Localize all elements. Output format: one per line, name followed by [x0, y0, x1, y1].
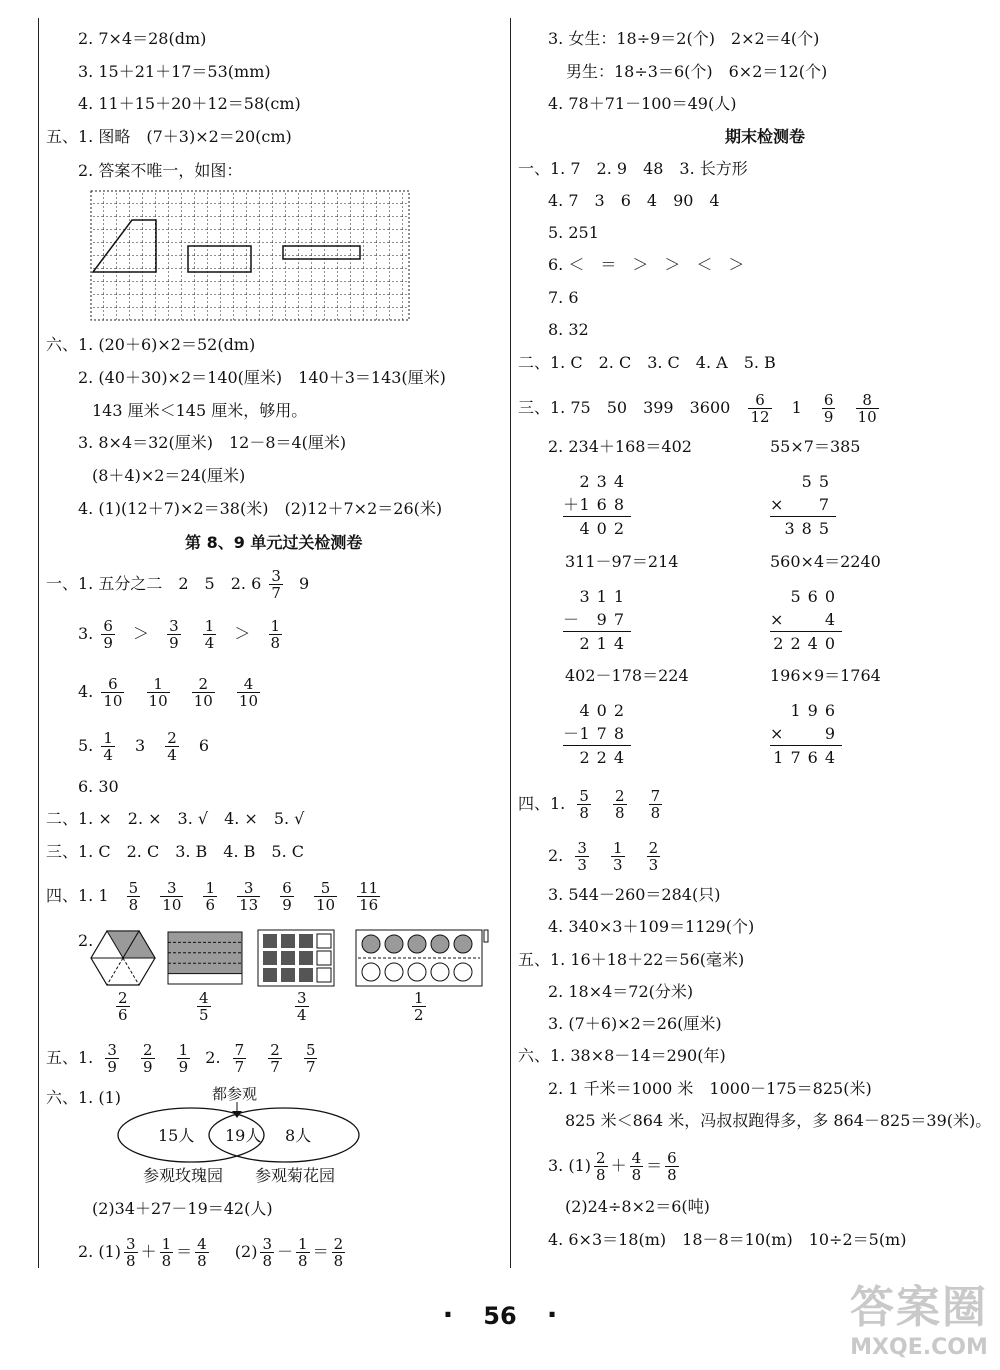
denominator: 8 [650, 804, 661, 822]
grid-figure [90, 190, 412, 322]
fraction [160, 1236, 174, 1269]
fraction [594, 1150, 608, 1183]
denominator: 10 [238, 692, 259, 710]
answer-line: 一、1. 7 2. 9 48 3. 长方形 [518, 159, 748, 178]
numerator: 6 [823, 391, 834, 409]
calc-operator: × [770, 610, 784, 629]
denominator: 9 [823, 408, 834, 426]
venn-left-value: 15人 [158, 1126, 195, 1145]
numerator: 3 [237, 880, 260, 897]
calc-operand: 7 [818, 495, 836, 514]
answer-text: 1 [791, 398, 802, 417]
fraction [748, 392, 771, 425]
denominator: 9 [103, 634, 113, 652]
numerator: 4 [237, 676, 260, 693]
numerator: 3 [271, 567, 281, 585]
fraction [296, 1236, 310, 1269]
denominator: 7 [305, 1058, 316, 1076]
denominator: 2 [414, 1006, 424, 1024]
answer-line [46, 1042, 320, 1075]
numerator: 1 [270, 617, 281, 635]
numerator: 5 [579, 787, 589, 805]
numerator: 7 [234, 1041, 245, 1059]
fraction [856, 392, 879, 425]
page-number-value: 56 [483, 1302, 517, 1330]
calc-operator: ＋ [563, 495, 580, 514]
fraction [101, 676, 124, 709]
answer-text: 3 [135, 736, 146, 755]
vertical-calc [770, 470, 836, 540]
answer-line [78, 618, 285, 651]
calc-operator: × [770, 724, 784, 743]
fraction [147, 676, 170, 709]
denominator: 4 [204, 634, 215, 652]
numerator: 5 [305, 1041, 316, 1059]
fraction [613, 788, 627, 821]
fraction [237, 880, 260, 913]
answer-line: 825 米＜864 米，冯叔叔跑得多，多 864－825＝39(米)。 [565, 1111, 992, 1130]
answer-line: 2. 1 千米＝1000 米 1000－175＝825(米) [548, 1079, 872, 1098]
answer-line [518, 392, 882, 425]
numerator: 2 [118, 989, 128, 1007]
fraction [280, 880, 294, 913]
numerator: 1 [178, 1041, 189, 1059]
fraction [665, 1150, 679, 1183]
column-divider [510, 18, 511, 1268]
numerator: 1 [414, 989, 424, 1007]
denominator: 4 [297, 1006, 307, 1024]
fraction [269, 618, 283, 651]
denominator: 3 [577, 856, 587, 874]
venn-top-label: 都参观 [212, 1085, 258, 1103]
answer-line: 143 厘米＜145 厘米，够用。 [92, 401, 308, 420]
numerator: 6 [103, 617, 113, 635]
answer-line: 3. 女生：18÷9＝2(个) 2×2＝4(个) [548, 29, 820, 48]
answer-line: 6. ＜ ＝ ＞ ＞ ＜ ＞ [548, 255, 745, 274]
numerator: 2 [596, 1149, 606, 1167]
denominator: 7 [234, 1058, 245, 1076]
question-number: 2. [548, 846, 564, 865]
operator: ＝ [646, 1156, 663, 1175]
shape-label [113, 990, 133, 1023]
answer-line [78, 676, 263, 709]
answer-line: 男生：18÷3＝6(个) 6×2＝12(个) [566, 62, 828, 81]
question-number: 3. [78, 624, 94, 643]
numerator: 3 [160, 880, 183, 897]
numerator: 2 [167, 729, 177, 747]
numerator: 2 [648, 839, 659, 857]
denominator: 8 [161, 1252, 172, 1270]
fraction [647, 840, 661, 873]
calc-result: 224 [563, 745, 631, 769]
numerator: 5 [314, 880, 337, 897]
answer-text: 9 [298, 574, 310, 593]
numerator: 6 [748, 392, 771, 409]
calc-operator: × [770, 495, 784, 514]
fraction [101, 618, 115, 651]
denominator: 7 [270, 1058, 280, 1076]
fraction [822, 392, 836, 425]
fraction [237, 676, 260, 709]
denominator: 3 [613, 856, 623, 874]
fraction [197, 990, 211, 1023]
comparison-sign: ＞ [234, 624, 251, 643]
denominator: 9 [178, 1058, 189, 1076]
answer-line: 7. 6 [548, 288, 579, 307]
answer-line [548, 1150, 682, 1183]
denominator: 8 [298, 1252, 308, 1270]
fraction [260, 1236, 274, 1269]
answer-line: 五、1. 16＋18＋22＝56(毫米) [518, 950, 745, 969]
venn-right-label: 参观菊花园 [255, 1166, 336, 1185]
venn-right-value: 8人 [285, 1126, 312, 1145]
vertical-calc [770, 585, 842, 655]
calc-result: 385 [770, 516, 836, 540]
left-margin-rule [38, 18, 39, 1268]
denominator: 8 [596, 1166, 606, 1184]
denominator: 5 [199, 1006, 209, 1024]
numerator: 3 [169, 617, 179, 635]
fraction [357, 880, 380, 913]
shape-label [194, 990, 214, 1023]
answer-text: 三、1. 75 50 399 3600 [518, 398, 731, 417]
calc-operand: 55 [801, 472, 836, 491]
fraction-shapes [88, 926, 492, 988]
apples-figure [356, 930, 488, 986]
numerator: 3 [107, 1041, 117, 1059]
denominator: 8 [579, 804, 589, 822]
numerator: 4 [197, 1235, 207, 1253]
denominator: 7 [271, 584, 281, 602]
fraction [332, 1236, 346, 1269]
fraction [577, 788, 591, 821]
fraction [304, 1042, 318, 1075]
denominator: 8 [333, 1252, 344, 1270]
fraction [233, 1042, 247, 1075]
denominator: 8 [128, 896, 139, 914]
answer-line: 五、1. 图略 (7＋3)×2＝20(cm) [46, 127, 292, 146]
calc-operand: 560 [790, 587, 842, 606]
calc-operand: 168 [579, 495, 631, 514]
answer-line: 4. 340×3＋109＝1129(个) [548, 917, 755, 936]
calc-operand: 234 [579, 472, 631, 491]
answer-text: (2) [234, 1242, 258, 1261]
bullet-icon: · [546, 1298, 558, 1331]
square-grid-figure [258, 930, 334, 986]
fraction [105, 1042, 119, 1075]
numerator: 1 [613, 839, 623, 857]
denominator: 9 [107, 1058, 117, 1076]
numerator: 2 [143, 1041, 153, 1059]
calc-result: 402 [563, 516, 631, 540]
denominator: 16 [359, 896, 379, 914]
fraction [611, 840, 625, 873]
fraction [127, 880, 141, 913]
fraction [101, 730, 115, 763]
numerator: 2 [615, 787, 625, 805]
answer-line: 4. 78＋71－100＝49(人) [548, 94, 737, 113]
denominator: 6 [118, 1006, 128, 1024]
venn-left-label: 参观玫瑰园 [143, 1166, 224, 1185]
section-title: 期末检测卷 [725, 127, 806, 146]
numerator: 1 [103, 729, 113, 747]
numerator: 1 [298, 1235, 308, 1253]
answer-line: 2. 234＋168＝402 [548, 437, 692, 456]
answer-line [46, 568, 309, 601]
numerator: 5 [128, 879, 139, 897]
denominator: 4 [167, 746, 177, 764]
denominator: 10 [103, 692, 123, 710]
denominator: 4 [103, 746, 113, 764]
numerator: 11 [359, 879, 379, 897]
calc-operand: 311 [579, 587, 631, 606]
numerator: 3 [297, 989, 307, 1007]
numerator: 3 [577, 839, 587, 857]
denominator: 12 [750, 408, 770, 426]
answer-line: 六、1. (1) [46, 1088, 122, 1107]
denominator: 13 [239, 896, 259, 914]
denominator: 8 [615, 804, 625, 822]
bullet-icon: · [442, 1298, 454, 1331]
answer-text: 6 [198, 736, 210, 755]
answer-line [78, 730, 209, 763]
vertical-calc [563, 585, 631, 655]
vertical-calc [770, 699, 842, 769]
answer-line: 196×9＝1764 [770, 666, 881, 685]
answer-text: 3. (1) [548, 1156, 592, 1175]
answer-line: 402－178＝224 [565, 666, 689, 685]
calc-operand: 9 [824, 724, 842, 743]
answer-line: 55×7＝385 [770, 437, 861, 456]
vertical-calc [563, 699, 631, 769]
fraction [269, 568, 283, 601]
answer-text: 五、1. [46, 1048, 94, 1067]
answer-text: 四、1. 1 [46, 886, 109, 905]
numerator: 4 [199, 989, 209, 1007]
answer-line: 六、1. 38×8－14＝290(年) [518, 1046, 726, 1065]
denominator: 8 [197, 1252, 207, 1270]
hexagon-figure [91, 931, 155, 985]
denominator: 9 [282, 896, 292, 914]
numerator: 1 [205, 879, 216, 897]
operator: － [277, 1242, 294, 1261]
answer-line: 2. 7×4＝28(dm) [78, 29, 207, 48]
numerator: 7 [650, 787, 661, 805]
numerator: 6 [282, 879, 292, 897]
numerator: 4 [631, 1149, 642, 1167]
denominator: 8 [126, 1252, 136, 1270]
watermark-logo [850, 1271, 988, 1360]
answer-text: 2. (1) [78, 1242, 122, 1261]
answer-line [78, 1236, 348, 1269]
answer-line [548, 840, 663, 873]
denominator: 10 [148, 692, 168, 710]
comparison-sign: ＞ [133, 624, 150, 643]
calc-operand: 178 [579, 724, 631, 743]
answer-line: 2. 答案不唯一，如图： [78, 161, 243, 180]
fraction [412, 990, 426, 1023]
answer-line: (2)34＋27－19＝42(人) [92, 1199, 273, 1218]
answer-text: 一、1. 五分之二 2 5 2. 6 [46, 574, 262, 593]
calc-result: 214 [563, 631, 631, 655]
numerator: 1 [147, 676, 170, 693]
shape-label [409, 990, 429, 1023]
numerator: 2 [333, 1235, 344, 1253]
numerator: 3 [126, 1235, 136, 1253]
answer-line: 4. (1)(12＋7)×2＝38(米) (2)12＋7×2＝26(米) [78, 499, 443, 518]
operator: ＝ [176, 1242, 193, 1261]
question-number: 4. [78, 682, 94, 701]
calc-result: 1764 [770, 745, 842, 769]
answer-line: 4. 7 3 6 4 90 4 [548, 191, 720, 210]
denominator: 8 [667, 1166, 677, 1184]
fraction [268, 1042, 282, 1075]
answer-line: 2. 18×4＝72(分米) [548, 982, 694, 1001]
striped-rectangle-figure [168, 932, 242, 984]
denominator: 10 [857, 408, 877, 426]
fraction [124, 1236, 138, 1269]
denominator: 6 [205, 896, 216, 914]
numerator: 1 [161, 1235, 172, 1253]
answer-line: 4. 11＋15＋20＋12＝58(cm) [78, 94, 301, 113]
answer-line: 2. (40＋30)×2＝140(厘米) 140＋3＝143(厘米) [78, 368, 446, 387]
fraction [165, 730, 179, 763]
watermark-text: 答案圈 [850, 1282, 988, 1333]
numerator: 8 [856, 392, 879, 409]
fraction [203, 618, 217, 651]
answer-line: 六、1. (20＋6)×2＝52(dm) [46, 335, 256, 354]
answer-line: 560×4＝2240 [770, 552, 881, 571]
calc-operand: 97 [596, 610, 631, 629]
answer-line: 8. 32 [548, 320, 589, 339]
answer-line: (2)24÷8×2＝6(吨) [565, 1197, 710, 1216]
denominator: 10 [162, 896, 182, 914]
denominator: 3 [648, 856, 659, 874]
question-number: 2. [205, 1048, 221, 1067]
answer-line: 3. 8×4＝32(厘米) 12－8＝4(厘米) [78, 433, 347, 452]
question-number: 5. [78, 736, 94, 755]
answer-line: 3. (7＋6)×2＝26(厘米) [548, 1014, 722, 1033]
denominator: 10 [315, 896, 336, 914]
watermark-url: MXQE.COM [850, 1335, 988, 1360]
answer-line: 二、1. C 2. C 3. C 4. A 5. B [518, 353, 776, 372]
fraction [295, 990, 309, 1023]
fraction [195, 1236, 209, 1269]
denominator: 9 [143, 1058, 153, 1076]
numerator: 2 [192, 676, 215, 693]
question-number: 2. [78, 931, 94, 950]
answer-line: 311－97＝214 [565, 552, 679, 571]
fraction [630, 1150, 644, 1183]
calc-operator: － [563, 724, 580, 743]
answer-line: (8＋4)×2＝24(厘米) [92, 466, 246, 485]
answer-line [46, 880, 383, 913]
answer-line: 二、1. × 2. × 3. √ 4. × 5. √ [46, 809, 305, 828]
numerator: 3 [262, 1235, 272, 1253]
fraction [314, 880, 337, 913]
denominator: 8 [262, 1252, 272, 1270]
answer-line: 5. 251 [548, 223, 599, 242]
denominator: 8 [631, 1166, 642, 1184]
calc-result: 2240 [770, 631, 842, 655]
fraction [203, 880, 217, 913]
operator: ＋ [140, 1242, 157, 1261]
answer-line [518, 788, 665, 821]
fraction [116, 990, 130, 1023]
fraction [177, 1042, 191, 1075]
numerator: 6 [101, 676, 124, 693]
answer-line: 3. 15＋21＋17＝53(mm) [78, 62, 271, 81]
calc-operand: 402 [579, 701, 631, 720]
numerator: 6 [667, 1149, 677, 1167]
fraction [192, 676, 215, 709]
operator: ＋ [610, 1156, 627, 1175]
section-title: 第 8、9 单元过关检测卷 [185, 533, 363, 552]
numerator: 2 [270, 1041, 280, 1059]
calc-operand: 4 [824, 610, 842, 629]
vertical-calc [563, 470, 631, 540]
answer-text: 四、1. [518, 794, 566, 813]
denominator: 8 [270, 634, 281, 652]
denominator: 9 [169, 634, 179, 652]
fraction [167, 618, 181, 651]
fraction [649, 788, 663, 821]
fraction [575, 840, 589, 873]
calc-operand: 196 [790, 701, 842, 720]
numerator: 1 [204, 617, 215, 635]
denominator: 10 [193, 692, 213, 710]
venn-middle-value: 19人 [225, 1126, 262, 1145]
answer-line: 4. 6×3＝18(m) 18－8＝10(m) 10÷2＝5(m) [548, 1230, 907, 1249]
answer-line: 3. 544－260＝284(只) [548, 885, 721, 904]
answer-line: 三、1. C 2. C 3. B 4. B 5. C [46, 842, 305, 861]
operator: ＝ [312, 1242, 329, 1261]
fraction [141, 1042, 155, 1075]
shape-label [292, 990, 312, 1023]
answer-line: 6. 30 [78, 777, 119, 796]
calc-operator: － [563, 610, 580, 629]
fraction [160, 880, 183, 913]
